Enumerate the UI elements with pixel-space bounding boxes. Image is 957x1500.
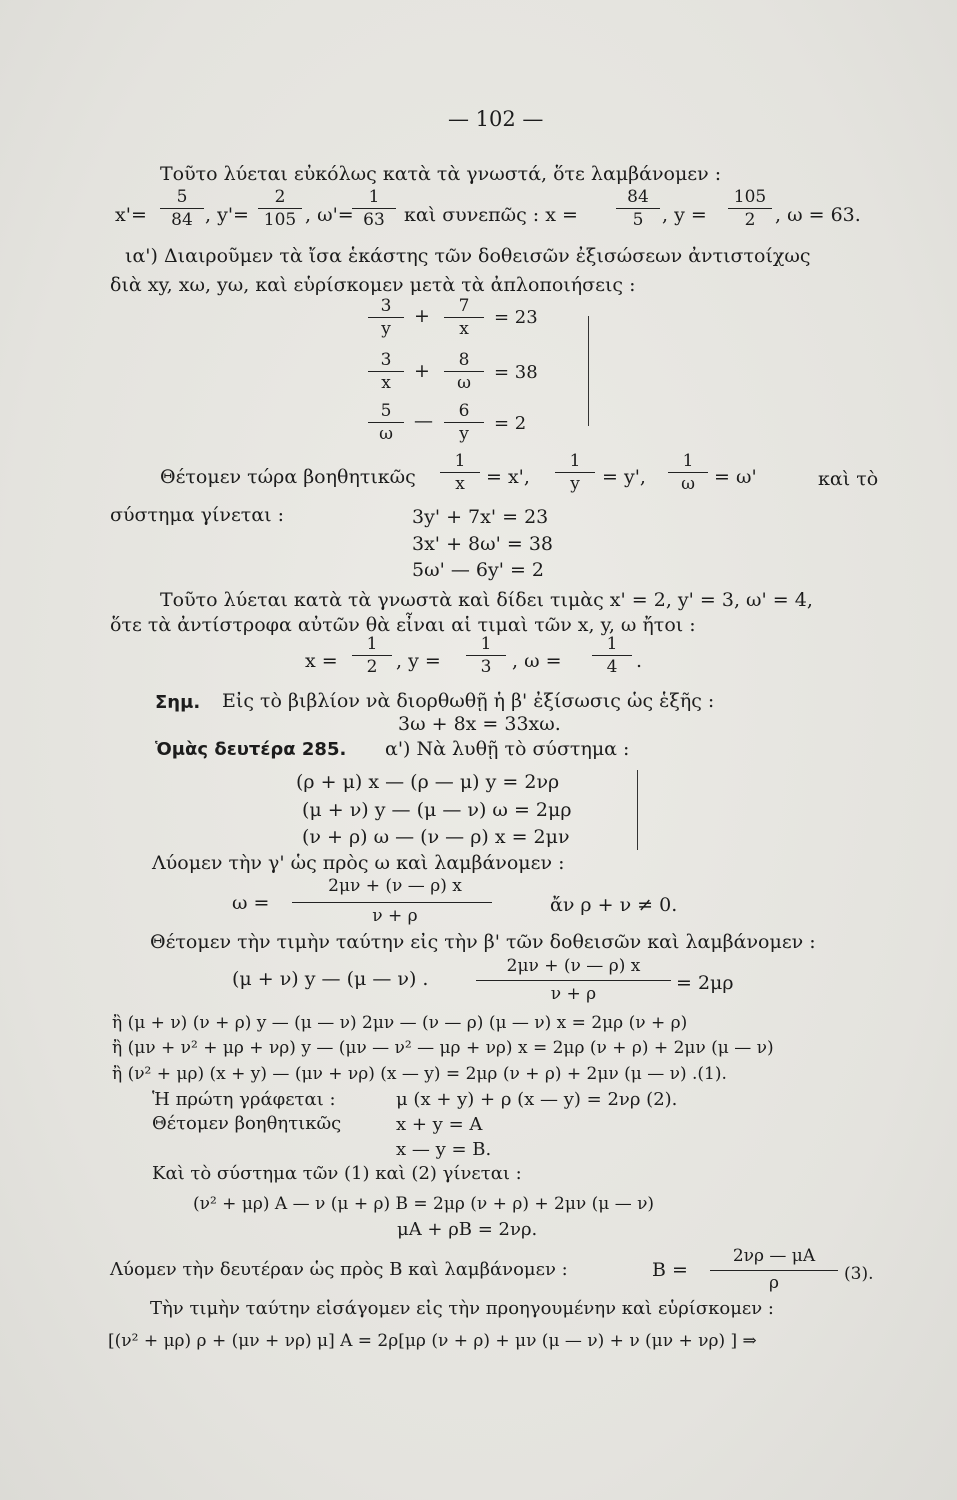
system-2-line: 3y' + 7x' = 23 bbox=[412, 506, 549, 528]
final-lead: Τὴν τιμὴν ταύτην εἰσάγομεν εἰς τὴν προηγουμένην καὶ εὑρίσκομεν : bbox=[150, 1298, 774, 1319]
solve-omega-line: Λύομεν τὴν γ' ὡς πρὸς ω καὶ λαμβάνομεν : bbox=[152, 852, 565, 874]
fraction: 105 2 bbox=[728, 187, 772, 230]
solution-2-line-1: Τοῦτο λύεται κατὰ τὰ γνωστὰ καὶ δίδει τιμὰς x' = 2, y' = 3, ω' = 4, bbox=[160, 589, 813, 611]
system-3-line: (μ + ν) y — (μ — ν) ω = 2μρ bbox=[302, 799, 572, 821]
expansion-line: ἢ (μν + ν² + μρ + νρ) y — (μν — ν² — μρ + νρ) x = 2μρ (ν + ρ) + 2μν (μ — ν) bbox=[112, 1038, 774, 1058]
system-2-line: 3x' + 8ω' = 38 bbox=[412, 533, 554, 555]
book-page: — 102 — Τοῦτο λύεται εὐκόλως κατὰ τὰ γνωστά, ὅτε λαμβάνομεν : x'= 5 84 , y'= 2 105 , ω'= 1 63 καὶ συνεπῶς : x = 84 5 , y = 105 2 , ω = 63. ια') Διαιροῦμεν τὰ ἴσα ἑκάστης τῶν δοθεισῶν ἐξισώσεων ἀντιστοίχως διὰ xy, xω, yω, καὶ εὑρίσκομεν μετὰ τὰ ἀπλοποιήσεις : 3 y + 7 x = 23 3 x + 8 ω = 38 5 ω — 6 y = 2 Θέτομεν τώρα βοηθητικῶς 1 x = x', 1 y = y', 1 ω = ω' καὶ τὸ σύστημα γίνεται : 3y' + 7x' = 23 3x' + 8ω' = 38 5ω' — 6y' = 2 Τοῦτο λύεται κατὰ τὰ γνωστὰ καὶ δίδει τιμὰς x' = 2, y' = 3, ω' = 4, ὅτε τὰ ἀντίστροφα αὐτῶν θὰ εἶναι αἱ τιμαὶ τῶν x, y, ω ἤτοι : x = 1 2 , y = 1 3 , ω = 1 4 . Σημ. Εἰς τὸ βιβλίον νὰ διορθωθῇ ἡ β' ἐξίσωσις ὡς ἑξῆς : 3ω + 8x = 33xω. Ὁμὰς δευτέρα 285. α') Νὰ λυθῇ τὸ σύστημα : (ρ + μ) x — (ρ — μ) y = 2νρ (μ + ν) y — (μ — ν) ω = 2μρ (ν + ρ) ω — (ν — ρ) x = 2μν Λύομεν τὴν γ' ὡς πρὸς ω καὶ λαμβάνομεν : ω = 2μν + (ν — ρ) x ν + ρ ἄν ρ + ν ≠ 0. Θέτομεν τὴν τιμὴν ταύτην εἰς τὴν β' τῶν δοθεισῶν καὶ λαμβάνομεν : (μ + ν) y — (μ — ν) . 2μν + (ν — ρ) x ν + ρ = 2μρ ἢ (μ + ν) (ν + ρ) y — (μ — ν) 2μν — (ν — ρ) (μ — ν) x = 2μρ (ν + ρ) ἢ (μν + ν² + μρ + νρ) y — (μν — ν² — μρ + νρ) x = 2μρ (ν + ρ) + 2μν (μ — ν) ἢ (ν² + μρ) (x + y) — (μν + νρ) (x — y) = 2μρ (ν + ρ) + 2μν (μ — ν) .(1). Ἡ πρώτη γράφεται : μ (x + y) + ρ (x — y) = 2νρ (2). Θέτομεν βοηθητικῶς x + y = A x — y = B. Καὶ τὸ σύστημα τῶν (1) καὶ (2) γίνεται : (ν² + μρ) A — ν (μ + ρ) B = 2μρ (ν + ρ) + 2μν (μ — ν) μA + ρB = 2νρ. Λύομεν τὴν δευτέραν ὡς πρὸς B καὶ λαμβάνομεν : B = 2νρ — μA ρ (3). Τὴν τιμὴν ταύτην εἰσάγομεν εἰς τὴν προηγουμένην καὶ εὑρίσκομεν : [(ν² + μρ) ρ + (μν + νρ) μ] A = 2ρ[μρ (ν + ρ) + μν (μ — ν) + ν (μν + νρ) ] ⇒ bbox=[0, 0, 957, 1500]
fraction: 2 105 bbox=[258, 187, 302, 230]
fraction: 1 63 bbox=[352, 187, 396, 230]
final-equation: [(ν² + μρ) ρ + (μν + νρ) μ] A = 2ρ[μρ (ν + ρ) + μν (μ — ν) + ν (μν + νρ) ] ⇒ bbox=[108, 1331, 757, 1351]
substitute-line: Θέτομεν τὴν τιμὴν ταύτην εἰς τὴν β' τῶν δοθεισῶν καὶ λαμβάνομεν : bbox=[150, 931, 816, 953]
right-brace bbox=[584, 316, 589, 426]
system-4-line: (ν² + μρ) A — ν (μ + ρ) B = 2μρ (ν + ρ) + 2μν (μ — ν) bbox=[193, 1194, 655, 1214]
fraction-bar bbox=[476, 980, 671, 981]
fraction: 84 5 bbox=[616, 187, 660, 230]
system-4-lead: Καὶ τὸ σύστημα τῶν (1) καὶ (2) γίνεται : bbox=[152, 1163, 522, 1184]
expansion-line: ἢ (ν² + μρ) (x + y) — (μν + νρ) (x — y) = 2μρ (ν + ρ) + 2μν (μ — ν) .(1). bbox=[112, 1064, 727, 1084]
expansion-line: ἢ (μ + ν) (ν + ρ) y — (μ — ν) 2μν — (ν — ρ) (μ — ν) x = 2μρ (ν + ρ) bbox=[112, 1013, 688, 1033]
fraction: 5 84 bbox=[160, 187, 204, 230]
system-2-lead: σύστημα γίνεται : bbox=[110, 504, 285, 526]
system-4-line: μA + ρB = 2νρ. bbox=[397, 1219, 538, 1240]
system-3-line: (ν + ρ) ω — (ν — ρ) x = 2μν bbox=[302, 826, 570, 848]
intro-line: Τοῦτο λύεται εὐκόλως κατὰ τὰ γνωστά, ὅτε λαμβάνομεν : bbox=[160, 163, 722, 185]
exercise-11-line-2: διὰ xy, xω, yω, καὶ εὑρίσκομεν μετὰ τὰ ἀπλοποιήσεις : bbox=[110, 274, 636, 296]
system-3-line: (ρ + μ) x — (ρ — μ) y = 2νρ bbox=[296, 771, 560, 793]
page-number: — 102 — bbox=[448, 107, 544, 131]
fraction-bar bbox=[292, 902, 492, 903]
exercise-11-line-1: ια') Διαιροῦμεν τὰ ἴσα ἑκάστης τῶν δοθεισῶν ἐξισώσεων ἀντιστοίχως bbox=[125, 245, 811, 267]
fraction-bar bbox=[710, 1270, 838, 1271]
right-brace bbox=[633, 770, 638, 850]
system-2-line: 5ω' — 6y' = 2 bbox=[412, 559, 545, 581]
solution-2-line-2: ὅτε τὰ ἀντίστροφα αὐτῶν θὰ εἶναι αἱ τιμαὶ τῶν x, y, ω ἤτοι : bbox=[110, 614, 696, 636]
